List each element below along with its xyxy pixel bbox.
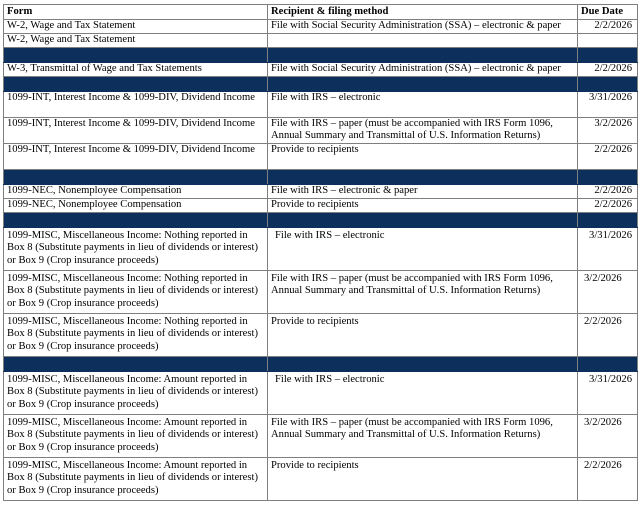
method-cell: File with IRS – paper (must be accompanied with IRS Form 1096, Annual Summary and Transmittal of U.S. Information Returns) — [268, 118, 578, 144]
due-date-cell: 2/2/2026 — [578, 20, 638, 34]
method-cell: File with IRS – paper (must be accompanied with IRS Form 1096, Annual Summary and Transmittal of U.S. Information Returns) — [268, 415, 578, 458]
form-cell: 1099-MISC, Miscellaneous Income: Amount reported in Box 8 (Substitute payments in lieu of dividends or interest) or Box 9 (Crop insurance proceeds) — [4, 415, 268, 458]
method-cell: File with IRS – electronic & paper — [268, 185, 578, 199]
table-row — [4, 185, 638, 199]
table-row — [4, 415, 638, 458]
due-date-cell: 2/2/2026 — [578, 185, 638, 199]
due-date-cell — [578, 34, 638, 48]
method-cell: File with IRS – electronic — [268, 228, 578, 271]
form-cell: 1099-INT, Interest Income & 1099-DIV, Dividend Income — [4, 92, 268, 118]
due-date-cell: 2/2/2026 — [578, 63, 638, 77]
table-row — [4, 34, 638, 48]
form-cell: W-3, Transmittal of Wage and Tax Statements — [4, 63, 268, 77]
form-cell: 1099-NEC, Nonemployee Compensation — [4, 185, 268, 199]
due-date-cell: 2/2/2026 — [578, 458, 638, 501]
due-date-cell: 3/2/2026 — [578, 118, 638, 144]
due-date-cell: 2/2/2026 — [578, 314, 638, 357]
section-separator — [4, 170, 638, 185]
section-separator — [4, 77, 638, 92]
due-date-cell: 3/2/2026 — [578, 415, 638, 458]
form-cell: 1099-NEC, Nonemployee Compensation — [4, 199, 268, 213]
header-row — [4, 5, 638, 20]
form-cell: 1099-MISC, Miscellaneous Income: Amount reported in Box 8 (Substitute payments in lieu of dividends or interest) or Box 9 (Crop insurance proceeds) — [4, 458, 268, 501]
section-separator — [4, 213, 638, 228]
method-cell: Provide to recipients — [268, 199, 578, 213]
due-date-cell: 3/31/2026 — [578, 92, 638, 118]
form-cell: W-2, Wage and Tax Statement — [4, 20, 268, 34]
due-date-cell: 2/2/2026 — [578, 199, 638, 213]
table-row — [4, 63, 638, 77]
table-row — [4, 144, 638, 170]
due-date-cell: 3/31/2026 — [578, 228, 638, 271]
form-cell: 1099-MISC, Miscellaneous Income: Amount reported in Box 8 (Substitute payments in lieu of dividends or interest) or Box 9 (Crop insurance proceeds) — [4, 372, 268, 415]
header-form: Form — [4, 5, 268, 20]
table-row — [4, 199, 638, 213]
method-cell — [268, 34, 578, 48]
table-row — [4, 118, 638, 144]
method-cell: Provide to recipients — [268, 458, 578, 501]
due-date-cell: 3/31/2026 — [578, 372, 638, 415]
form-cell: 1099-INT, Interest Income & 1099-DIV, Dividend Income — [4, 144, 268, 170]
method-cell: File with IRS – paper (must be accompanied with IRS Form 1096, Annual Summary and Transmittal of U.S. Information Returns) — [268, 271, 578, 314]
form-cell: 1099-MISC, Miscellaneous Income: Nothing reported in Box 8 (Substitute payments in lieu of dividends or interest) or Box 9 (Crop insurance proceeds) — [4, 271, 268, 314]
table-row — [4, 458, 638, 501]
section-separator — [4, 48, 638, 63]
table-row — [4, 228, 638, 271]
table-row — [4, 20, 638, 34]
filing-deadlines-table — [3, 4, 638, 501]
header-due-date: Due Date — [578, 5, 638, 20]
table-row — [4, 92, 638, 118]
table-row — [4, 314, 638, 357]
method-cell: File with Social Security Administration (SSA) – electronic & paper — [268, 63, 578, 77]
due-date-cell: 2/2/2026 — [578, 144, 638, 170]
method-cell: File with IRS – electronic — [268, 372, 578, 415]
method-cell: Provide to recipients — [268, 314, 578, 357]
method-cell: File with Social Security Administration (SSA) – electronic & paper — [268, 20, 578, 34]
table-row — [4, 372, 638, 415]
header-recipient: Recipient & filing method — [268, 5, 578, 20]
section-separator — [4, 357, 638, 372]
table-row — [4, 271, 638, 314]
form-cell: 1099-MISC, Miscellaneous Income: Nothing reported in Box 8 (Substitute payments in lieu of dividends or interest) or Box 9 (Crop insurance proceeds) — [4, 314, 268, 357]
form-cell: 1099-INT, Interest Income & 1099-DIV, Dividend Income — [4, 118, 268, 144]
form-cell: W-2, Wage and Tax Statement — [4, 34, 268, 48]
method-cell: Provide to recipients — [268, 144, 578, 170]
due-date-cell: 3/2/2026 — [578, 271, 638, 314]
method-cell: File with IRS – electronic — [268, 92, 578, 118]
form-cell: 1099-MISC, Miscellaneous Income: Nothing reported in Box 8 (Substitute payments in lieu of dividends or interest) or Box 9 (Crop insurance proceeds) — [4, 228, 268, 271]
